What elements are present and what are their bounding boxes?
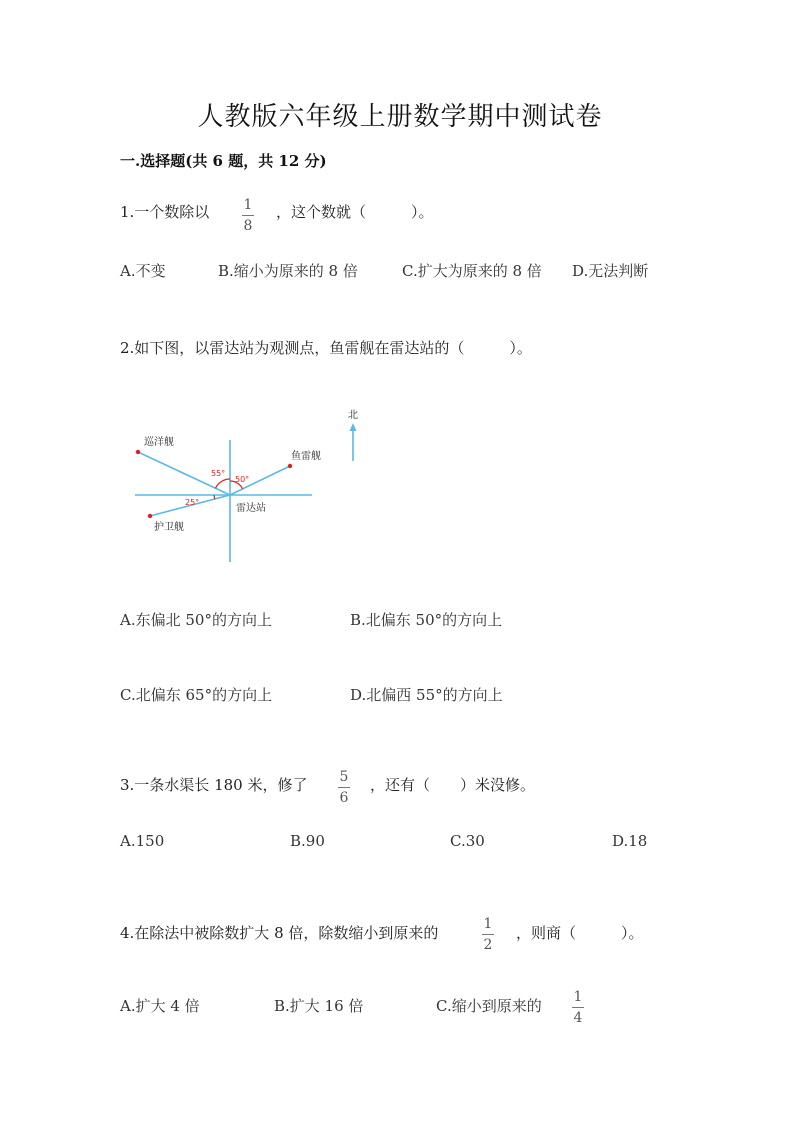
- question-1-text: 1.一个数除以: [120, 203, 210, 221]
- question-2-text: 2.如下图，以雷达站为观测点，鱼雷舰在雷达站的（ ）。: [120, 339, 532, 357]
- option-c[interactable]: C.扩大为原来的 8 倍: [402, 262, 542, 280]
- north-label: 北: [348, 410, 358, 421]
- option-a[interactable]: A.东偏北 50°的方向上: [120, 611, 272, 629]
- fraction-numerator: 1: [483, 916, 493, 932]
- fraction-numerator: 1: [243, 197, 253, 213]
- option-b[interactable]: B.90: [290, 832, 325, 850]
- option-c[interactable]: C.北偏东 65°的方向上: [120, 686, 273, 704]
- cruiser-label: 巡洋舰: [144, 437, 174, 448]
- arc-55: [216, 479, 231, 488]
- option-a[interactable]: A.150: [120, 832, 165, 850]
- north-arrow-icon: [350, 423, 357, 431]
- option-d[interactable]: D.无法判断: [572, 262, 649, 280]
- cruiser-point: [136, 450, 140, 454]
- fraction-bar: [338, 787, 350, 788]
- page-title: 人教版六年级上册数学期中测试卷: [197, 102, 603, 132]
- option-c[interactable]: C.30: [450, 832, 485, 850]
- radar-label: 雷达站: [236, 503, 266, 514]
- option-b[interactable]: B.缩小为原来的 8 倍: [218, 262, 358, 280]
- angle-55-label: 55°: [211, 469, 226, 478]
- fraction-numerator: 5: [339, 769, 349, 785]
- torpedo-label: 鱼雷舰: [291, 451, 321, 462]
- option-d[interactable]: D.18: [612, 832, 648, 850]
- fraction-denominator: 2: [483, 937, 493, 953]
- question-4-text-end: ，则商（ ）。: [516, 924, 644, 942]
- section-heading: 一.选择题(共 6 题，共 12 分): [120, 152, 327, 170]
- angle-50-label: 50°: [235, 475, 250, 484]
- escort-point: [148, 514, 152, 518]
- fraction-bar: [572, 1007, 584, 1008]
- option-d[interactable]: D.北偏西 55°的方向上: [350, 686, 503, 704]
- fraction-denominator: 4: [573, 1010, 583, 1026]
- fraction-numerator: 1: [573, 989, 583, 1005]
- escort-label: 护卫舰: [154, 522, 184, 533]
- option-b[interactable]: B.北偏东 50°的方向上: [350, 611, 503, 629]
- fraction-1-2: [482, 917, 494, 952]
- option-a[interactable]: A.扩大 4 倍: [120, 997, 200, 1015]
- option-c[interactable]: C.缩小到原来的: [436, 997, 542, 1015]
- angle-25-label: 25°: [185, 498, 200, 507]
- option-a[interactable]: A.不变: [120, 262, 166, 280]
- fraction-bar: [482, 934, 494, 935]
- question-3-text-end: ，还有（ ）米没修。: [370, 776, 536, 794]
- fraction-5-6: [338, 770, 350, 805]
- fraction-1-4: [572, 990, 584, 1025]
- torpedo-point: [288, 464, 292, 468]
- fraction-denominator: 6: [339, 790, 349, 806]
- arc-25: [214, 495, 215, 499]
- option-b[interactable]: B.扩大 16 倍: [274, 997, 364, 1015]
- question-1-text-end: ，这个数就（ ）。: [276, 203, 434, 221]
- question-4-text: 4.在除法中被除数扩大 8 倍，除数缩小到原来的: [120, 924, 439, 942]
- question-3-text: 3.一条水渠长 180 米，修了: [120, 776, 308, 794]
- fraction-denominator: 8: [243, 218, 253, 234]
